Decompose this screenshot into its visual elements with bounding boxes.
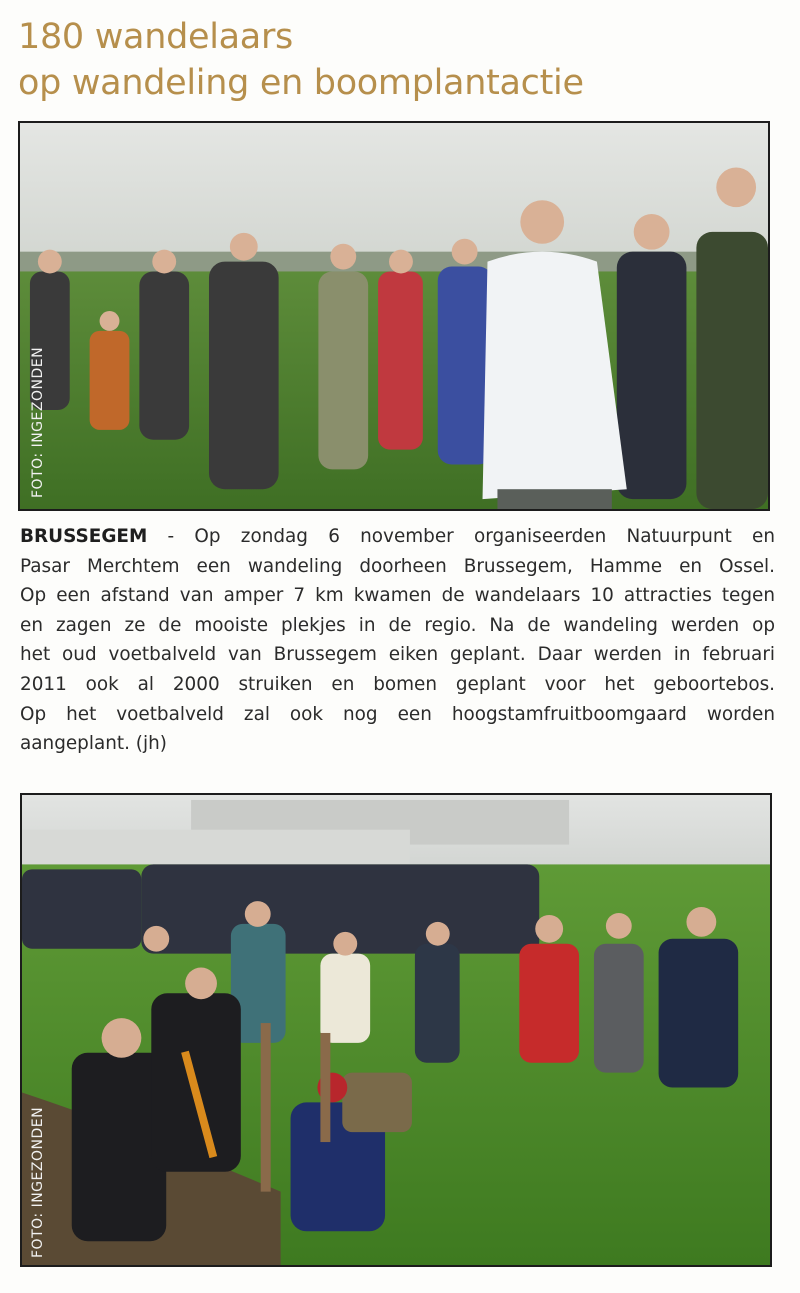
photo-tree-planting: [20, 793, 772, 1267]
article-line-text: - Op zondag 6 november organiseerden Natuurpunt en: [147, 526, 775, 547]
article-line: aangeplant. (jh): [20, 733, 167, 755]
article-line: [20, 522, 775, 552]
article-dateline: BRUSSEGEM: [20, 526, 148, 547]
article-body: [20, 522, 775, 759]
article-line: en zagen ze de mooiste plekjes in de regio. Na de wandeling werden op: [20, 614, 775, 636]
headline-line-1: 180 wandelaars: [18, 17, 293, 57]
article-headline: [18, 14, 584, 106]
article-line: Pasar Merchtem een wandeling doorheen Brussegem, Hamme en Ossel.: [20, 555, 775, 577]
photo-walkers-group: [18, 121, 770, 511]
photo-credit: FOTO: INGEZONDEN: [30, 1106, 46, 1258]
article-line: 2011 ook al 2000 struiken en bomen geplant voor het geboortebos.: [20, 673, 775, 695]
photo-walkers-illustration: [20, 123, 768, 509]
article-line: Op het voetbalveld zal ook nog een hoogstamfruitboomgaard worden: [20, 703, 775, 725]
article-line: het oud voetbalveld van Brussegem eiken geplant. Daar werden in februari: [20, 644, 775, 666]
article-line: Op een afstand van amper 7 km kwamen de wandelaars 10 attracties tegen: [20, 585, 775, 607]
photo-credit: FOTO: INGEZONDEN: [30, 346, 46, 498]
headline-line-2: op wandeling en boomplantactie: [18, 63, 584, 103]
photo-planting-illustration: [22, 795, 770, 1265]
